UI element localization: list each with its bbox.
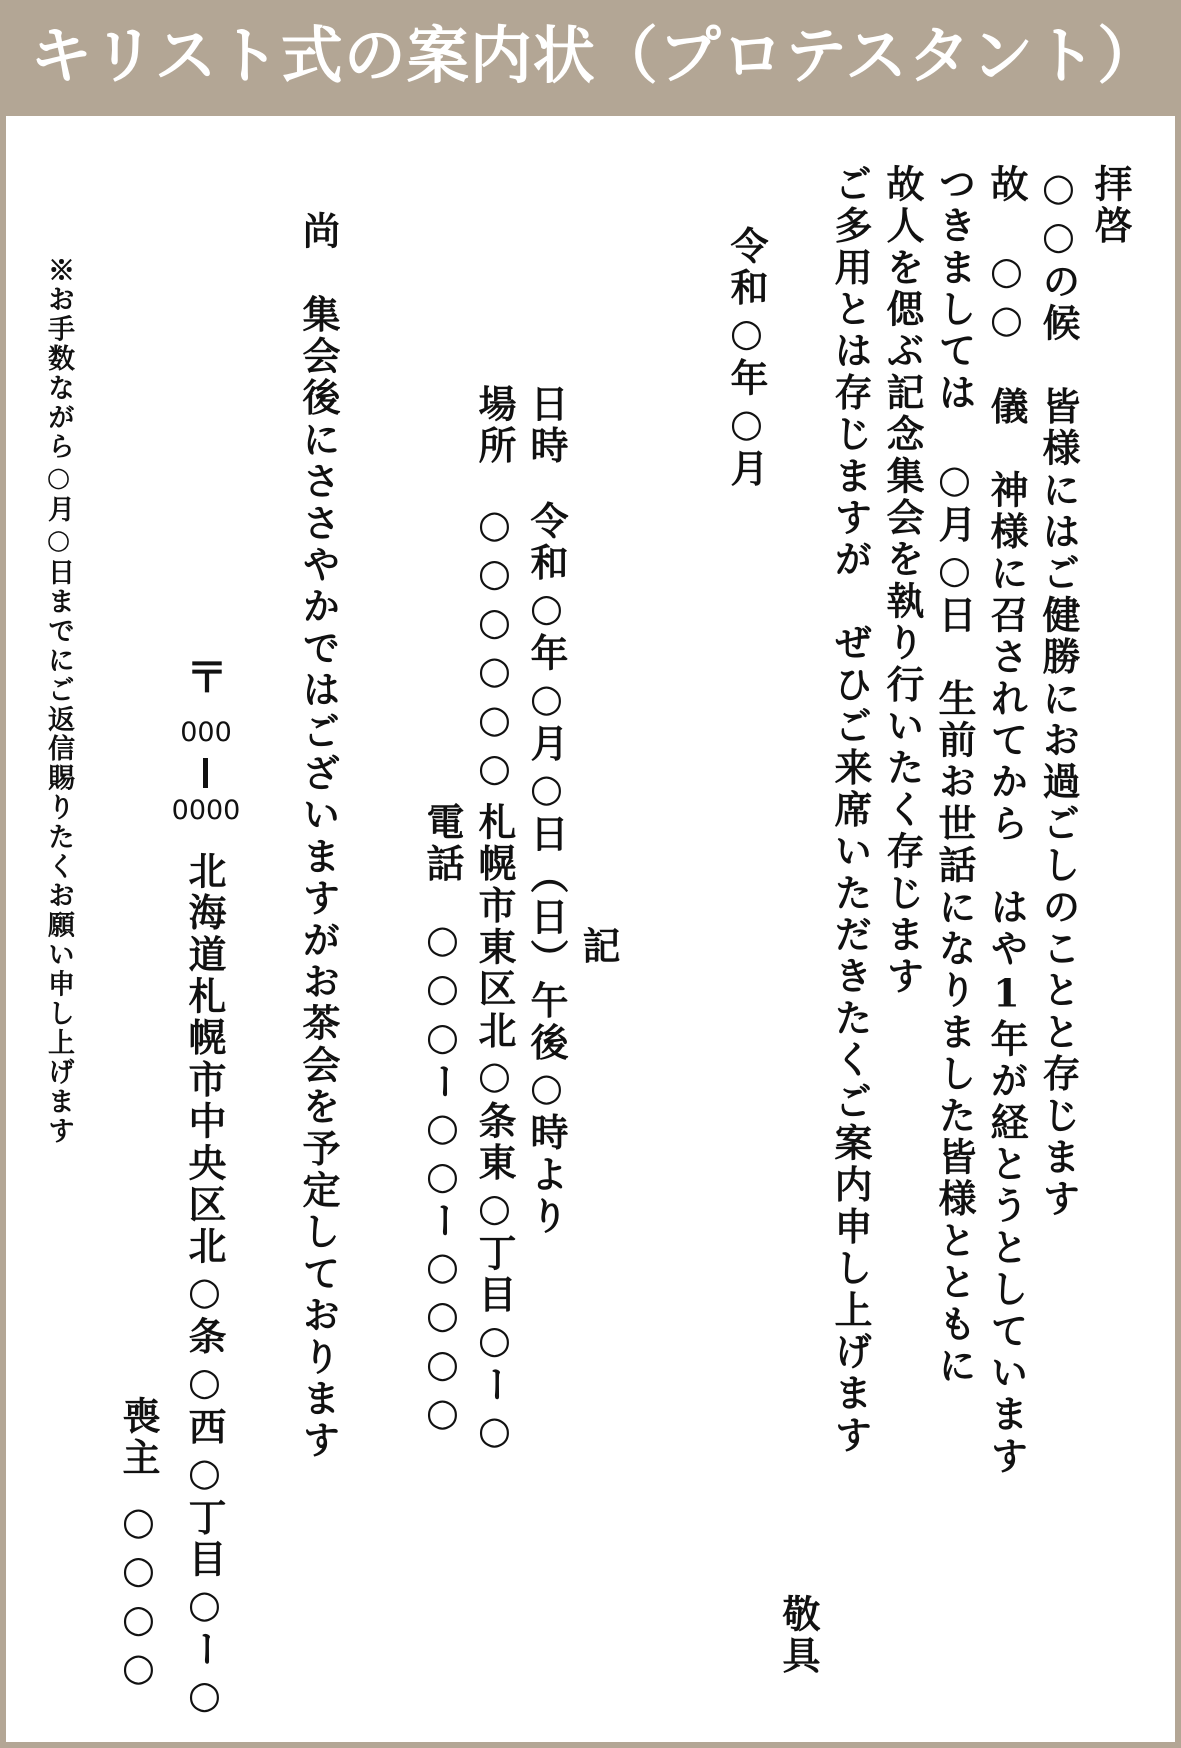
sender-address: 北海道札幌市中央区北○条○西○丁目○ー○ — [182, 851, 227, 1721]
datetime-value: 令和○年○月○日（日）午後○時より — [524, 501, 569, 1238]
details-heading: 記 — [576, 926, 621, 968]
sender-role: 喪主 — [116, 1396, 161, 1480]
letter-date: 令和○年○月 — [724, 226, 769, 491]
letter-line-4: 故人を偲ぶ記念集会を執り行いたく存じます — [880, 164, 925, 998]
postal-mark: 〒 — [186, 653, 229, 702]
phone-label: 電話 — [420, 802, 465, 886]
letter-line-3: つきましては ○月○日 生前お世話になりました皆様とともに — [932, 164, 977, 1388]
phone-value: ○○○ー○○ー○○○○ — [420, 916, 465, 1438]
place-label: 場所 — [472, 384, 517, 468]
datetime-label: 日時 — [524, 384, 569, 468]
note-line: 尚 集会後にささやかではございますがお茶会を予定しております — [296, 211, 341, 1462]
postal-hyphen — [203, 758, 208, 788]
greeting: 拝啓 — [1088, 164, 1133, 248]
postal-code-2: 0000 — [171, 795, 241, 826]
letter-line-1: ○○の候 皆様にはご健勝にお過ごしのことと存じます — [1036, 164, 1081, 1221]
place-address: 札幌市東区北○条東○丁目○ー○ — [472, 802, 517, 1456]
reply-request: ※お手数ながら○月○日までにご返信賜りたくお願い申し上げます — [43, 256, 74, 1146]
letter-line-2: 故 ○○ 儀 神様に召されてから はや1年が経とうとしています — [984, 164, 1029, 1478]
closing: 敬具 — [776, 1594, 821, 1678]
invitation-paper — [6, 116, 1175, 1742]
letter-line-5: ご多用とは存じますが ぜひご来席いただきたくご案内申し上げます — [828, 164, 873, 1457]
header-bar — [0, 0, 1181, 116]
postal-code-1: 000 — [180, 717, 232, 748]
page-title: キリスト式の案内状（プロテスタント） — [30, 19, 1161, 92]
sender-name: ○○○○ — [116, 1498, 161, 1693]
place-name: ○○○○○○ — [472, 501, 517, 794]
